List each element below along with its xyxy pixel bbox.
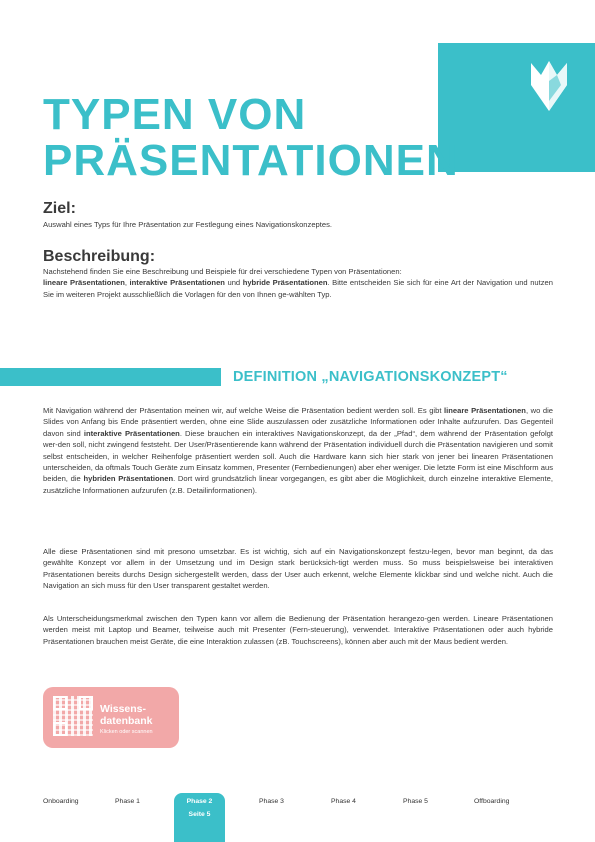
text-run: . Dort wird grundsätzlich linear vorgegangen, es gibt aber die Möglichkeit, durch einzelne interaktive Elemente, zusätzliche Informationen aufzurufen (z.B. Detailinformationen). — [43, 474, 553, 495]
text-run: , wo die Slides von Anfang bis Ende präsentiert werden, ohne eine Slide auszulassen oder zusätzliche Informationen oder Inhalte aufzurufen. Das Gegenteil davon sind — [43, 406, 554, 438]
current-page: Seite 5 — [188, 811, 211, 818]
knowledge-base-subtitle: Klicken oder scannen — [100, 729, 153, 735]
phase-navigation — [0, 793, 595, 842]
separator: , — [124, 278, 130, 288]
definition-paragraph-3: Als Unterscheidungsmerkmal zwischen den Typen kann vor allem die Bedienung der Präsentation herangezo-gen werden. Lineare Präsentationen werden meist mit Laptop und Beamer, teilweise auch mit Presenter (Fern-steuerung), verwendet. Interaktive Präsentationen oder auch hybride Präsentationen brauchen meist Geräte, die eine Interaktion zulassen (zB. Touchscreens), können aber auch mit der Maus bedient werden. — [43, 614, 553, 646]
description-intro: Nachstehend finden Sie eine Beschreibung und Beispiele für drei verschiedene Typen von Präsentationen: — [43, 267, 402, 276]
type-hybrid: hybride Präsentationen — [242, 278, 328, 288]
text-run: Mit Navigation während der Präsentation meinen wir, auf welche Weise die Präsentation bedient werden soll. Es gibt — [43, 406, 445, 415]
description-outro: . Bitte entscheiden Sie sich für eine Art der Navigation und nutzen Sie im weiteren Projekt ausschließlich die Vorlagen für den von Ihnen ge-wählten Typ. — [43, 278, 553, 299]
type-linear: lineare Präsentationen — [43, 278, 125, 288]
bold-linear: lineare Präsentationen — [444, 406, 526, 415]
definition-paragraph-2: Alle diese Präsentationen sind mit presono umsetzbar. Es ist wichtig, sich auf ein Navigationskonzept festzu-legen, bevor man beginnt, da das gewählte Konzept vor allem in der Umsetzung und im Design stark berücksich-tigt werden muss. So muss beispielsweise bei interaktiven Präsentationen bereits durchs Design sichergestellt werden, dass der User auch erkennt, welche Elemente klickbar sind und welche nicht. Auch die Navigation an sich muss für den User transparent gestaltet werden. — [43, 547, 553, 591]
nav-phase-3[interactable]: Phase 3 — [259, 798, 284, 805]
knowledge-base-card[interactable] — [43, 687, 179, 748]
definition-paragraph-1 — [43, 405, 553, 496]
shield-fox-logo-icon — [527, 55, 571, 113]
text-run: . Diese brauchen ein interaktives Navigationskonzept, da der „Pfad“, dem während der Präsentation gefolgt wer-den soll, nicht zwingend feststeht. Der User/Präsentierende kann während der Präsentation individuell durch die Präsentation navigieren und somit selbst entscheiden, in welcher Reihenfolge präsentiert werden soll. Auch die Hardware kann sich hier stark von jener bei linearen Präsentationen unterscheiden, da oftmals Touch Geräte zum Einsatz kommen, Presenter (Fernbedienungen) aber eher weniger. Die letzte Form ist eine Mischform aus beiden, die — [43, 428, 553, 484]
title-line-1: TYPEN VON — [43, 90, 307, 139]
qr-finder — [79, 696, 93, 710]
nav-phase-2-active[interactable] — [174, 793, 225, 842]
description-text — [43, 266, 553, 300]
goal-heading: Ziel: — [43, 200, 76, 217]
type-interactive: interaktive Präsentationen — [129, 278, 225, 288]
knowledge-base-title[interactable]: Wissens-datenbank — [100, 703, 153, 727]
nav-phase-2[interactable]: Phase 2 — [186, 798, 213, 805]
logo-block — [438, 43, 595, 172]
title-line-2: PRÄSENTATIONEN — [43, 136, 459, 185]
separator: und — [224, 278, 243, 288]
bold-interactive: interaktive Präsentationen — [83, 428, 180, 438]
qr-code-icon[interactable] — [53, 696, 93, 736]
page-title — [43, 92, 459, 184]
nav-phase-5[interactable]: Phase 5 — [403, 798, 428, 805]
description-heading: Beschreibung: — [43, 248, 156, 265]
qr-finder — [53, 696, 67, 710]
section-heading: DEFINITION „NAVIGATIONSKONZEPT“ — [233, 369, 508, 385]
section-accent-bar — [0, 368, 221, 386]
nav-onboarding[interactable]: Onboarding — [43, 798, 79, 805]
nav-phase-4[interactable]: Phase 4 — [331, 798, 356, 805]
qr-finder — [53, 722, 67, 736]
goal-text: Auswahl eines Typs für Ihre Präsentation zur Festlegung eines Navigationskonzeptes. — [43, 220, 333, 229]
bold-hybrid: hybriden Präsentationen — [83, 474, 174, 484]
nav-phase-1[interactable]: Phase 1 — [115, 798, 140, 805]
nav-offboarding[interactable]: Offboarding — [474, 798, 510, 805]
